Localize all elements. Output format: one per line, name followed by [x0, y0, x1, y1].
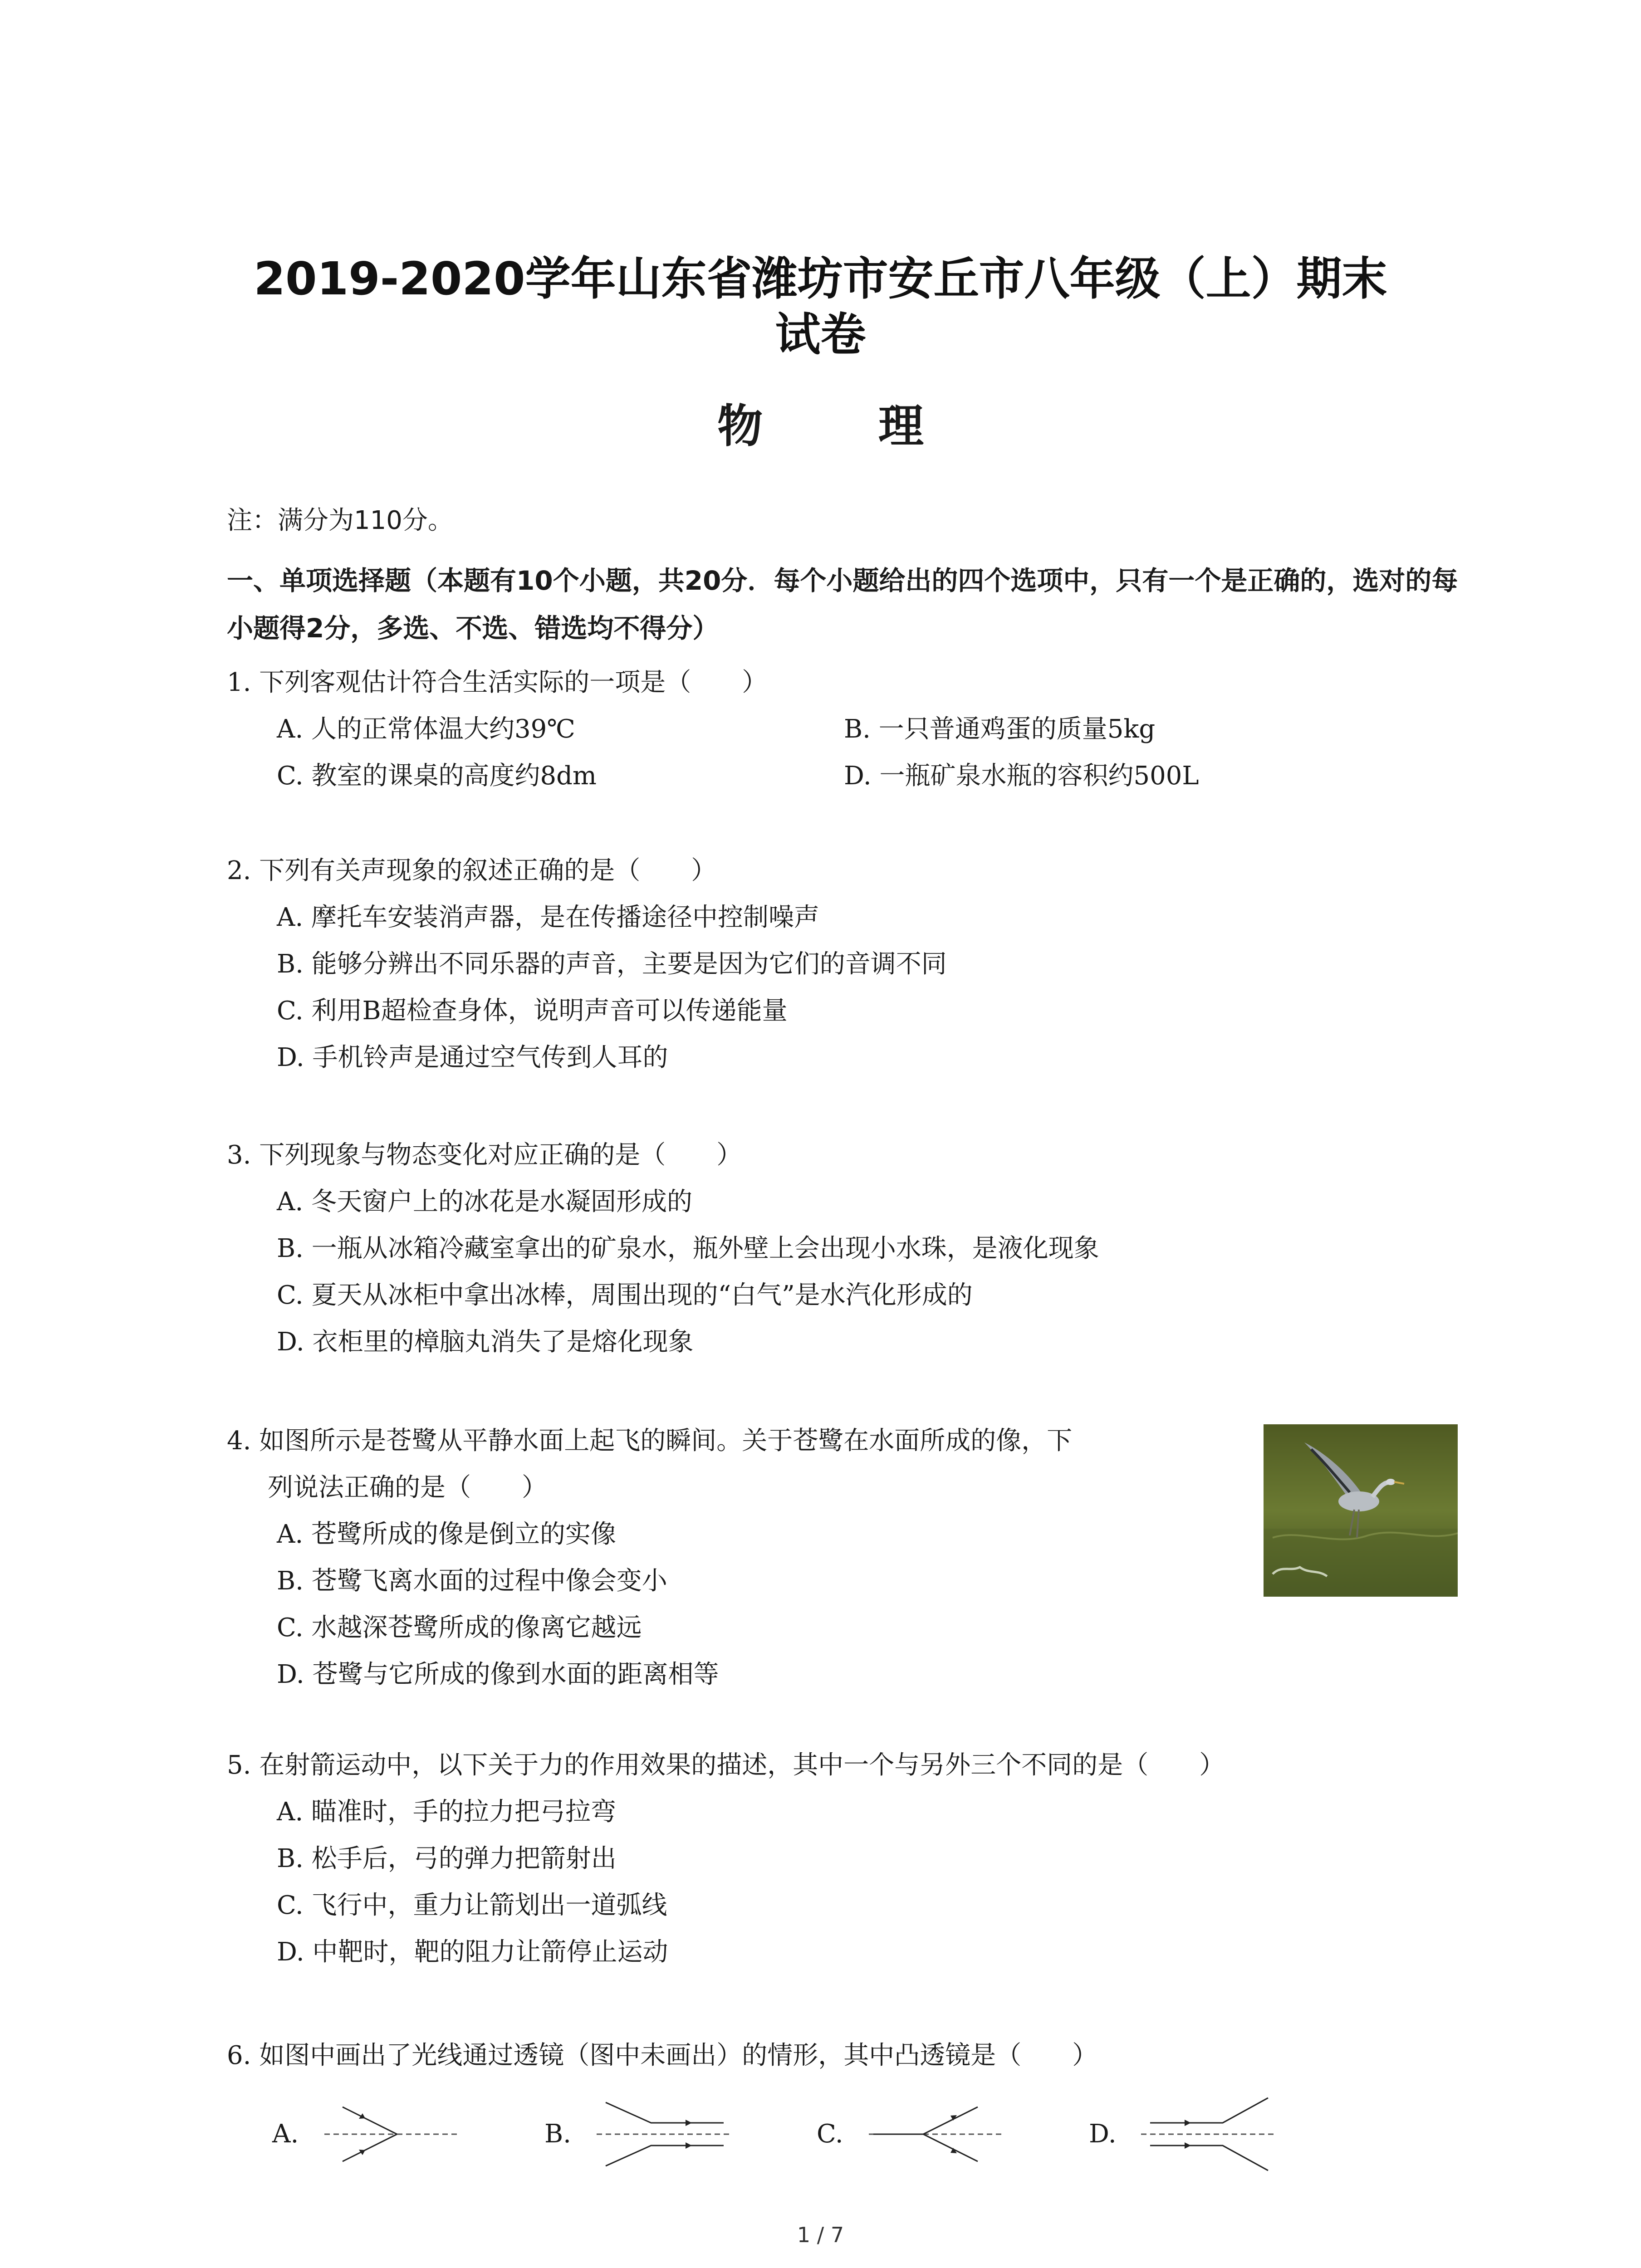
diagram-label: A.	[272, 2119, 299, 2149]
diagram-d	[1089, 2089, 1316, 2180]
question-stem: 5. 在射箭运动中，以下关于力的作用效果的描述，其中一个与另外三个不同的是（ ）	[227, 1750, 1225, 1780]
option-b: B. 能够分辨出不同乐器的声音，主要是因为它们的音调不同	[277, 949, 947, 979]
question-stem: 3. 下列现象与物态变化对应正确的是（ ）	[227, 1140, 742, 1170]
option-c: C. 教室的课桌的高度约8dm	[277, 761, 597, 791]
score-note: 注：满分为110分。	[227, 506, 453, 535]
diagram-a	[272, 2089, 499, 2180]
subject-heading: 物 理	[717, 400, 974, 453]
lens-diagrams	[272, 2089, 1406, 2180]
page-number: 1 / 7	[797, 2223, 844, 2247]
option-d: D. 中靶时，靶的阻力让箭停止运动	[277, 1937, 668, 1967]
question-stem-line2: 列说法正确的是（ ）	[268, 1473, 547, 1502]
ray-diagram-a	[315, 2089, 465, 2180]
diagram-label: D.	[1089, 2119, 1117, 2149]
question-6	[227, 2032, 1097, 2079]
option-a: A. 苍鹭所成的像是倒立的实像	[277, 1520, 617, 1549]
option-c: C. 水越深苍鹭所成的像离它越远	[277, 1613, 642, 1642]
question-stem-line1: 4. 如图所示是苍鹭从平静水面上起飞的瞬间。关于苍鹭在水面所成的像，下	[227, 1426, 1073, 1456]
option-d: D. 一瓶矿泉水瓶的容积约500L	[844, 761, 1199, 791]
question-5	[227, 1742, 1225, 1975]
ray-diagram-c	[860, 2089, 1009, 2180]
option-d: D. 衣柜里的樟脑丸消失了是熔化现象	[277, 1327, 694, 1357]
question-2	[227, 847, 947, 1081]
option-a: A. 瞄准时，手的拉力把弓拉弯	[277, 1797, 617, 1827]
option-a: A. 冬天窗户上的冰花是水凝固形成的	[277, 1187, 693, 1217]
option-a: A. 人的正常体温大约39℃	[277, 714, 575, 744]
option-c: C. 利用B超检查身体，说明声音可以传递能量	[277, 996, 788, 1026]
heron-photo	[1264, 1424, 1458, 1597]
option-b: B. 一只普通鸡蛋的质量5kg	[844, 714, 1156, 744]
option-b: B. 松手后，弓的弹力把箭射出	[277, 1844, 617, 1873]
question-stem: 6. 如图中画出了光线通过透镜（图中未画出）的情形，其中凸透镜是（ ）	[227, 2041, 1098, 2070]
exam-title-line2: 试卷	[775, 308, 866, 361]
section-heading-single-choice: 一、单项选择题（本题有10个小题，共20分．每个小题给出的四个选项中，只有一个是正确的，选对的每小题得2分，多选、不选、错选均不得分）	[227, 565, 1458, 644]
question-4	[227, 1418, 1072, 1698]
option-c: C. 夏天从冰柜中拿出冰棒，周围出现的“白气”是水汽化形成的	[277, 1281, 973, 1310]
option-c: C. 飞行中，重力让箭划出一道弧线	[277, 1891, 667, 1920]
diagram-c	[817, 2089, 1043, 2180]
question-1	[227, 659, 1411, 799]
option-d: D. 苍鹭与它所成的像到水面的距离相等	[277, 1660, 719, 1689]
option-d: D. 手机铃声是通过空气传到人耳的	[277, 1043, 668, 1072]
ray-diagram-d	[1132, 2089, 1282, 2180]
diagram-label: B.	[544, 2119, 571, 2149]
question-stem: 2. 下列有关声现象的叙述正确的是（ ）	[227, 856, 717, 885]
question-stem: 1. 下列客观估计符合生活实际的一项是（ ）	[227, 668, 768, 697]
ray-diagram-b	[588, 2089, 737, 2180]
diagram-label: C.	[817, 2119, 843, 2149]
option-b: B. 苍鹭飞离水面的过程中像会变小	[277, 1566, 667, 1596]
diagram-b	[544, 2089, 771, 2180]
question-3	[227, 1132, 1099, 1365]
option-b: B. 一瓶从冰箱冷藏室拿出的矿泉水，瓶外壁上会出现小水珠，是液化现象	[277, 1234, 1099, 1263]
exam-title-line1: 2019-2020学年山东省潍坊市安丘市八年级（上）期末	[254, 252, 1387, 305]
option-a: A. 摩托车安装消声器，是在传播途径中控制噪声	[277, 903, 820, 932]
